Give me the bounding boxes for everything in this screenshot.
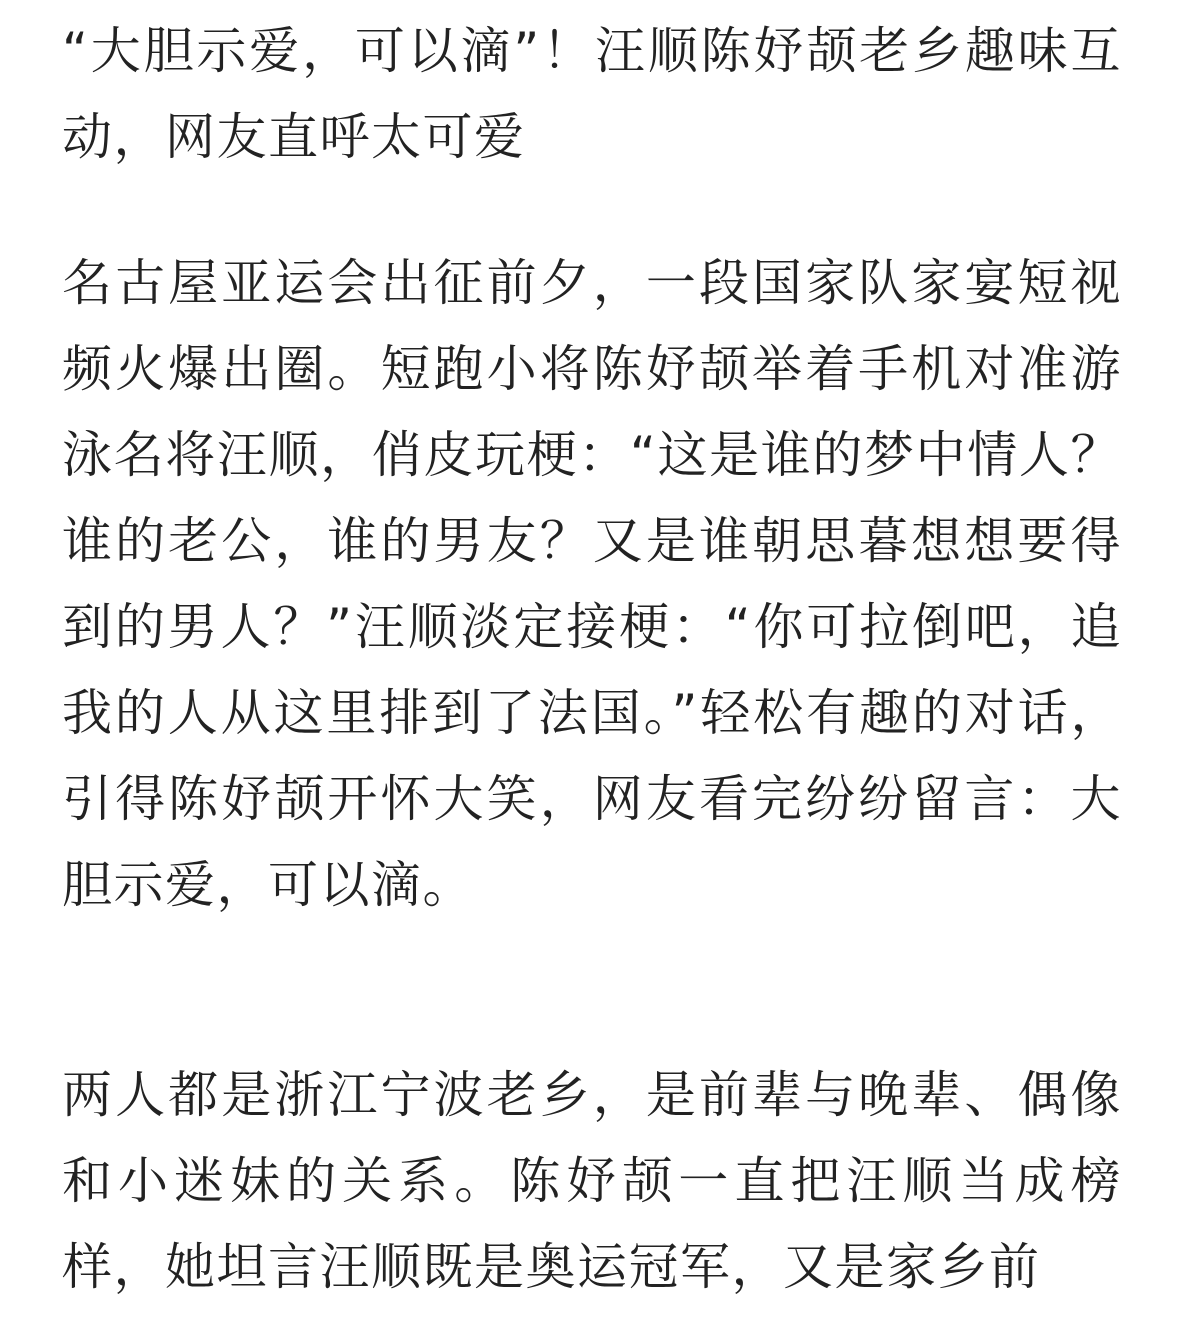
article-paragraph: 名古屋亚运会出征前夕，一段国家队家宴短视频火爆出圈。短跑小将陈妤颉举着手机对准游泳名将汪顺，俏皮玩梗：“这是谁的梦中情人？谁的老公，谁的男友？又是谁朝思暮想想要得到的男人？”汪顺淡定接梗：“你可拉倒吧，追我的人从这里排到了法国。”轻松有趣的对话，引得陈妤颉开怀大笑，网友看完纷纷留言：大胆示爱，可以滴。: [62, 254, 1122, 914]
article-paragraph: 两人都是浙江宁波老乡，是前辈与晚辈、偶像和小迷妹的关系。陈妤颉一直把汪顺当成榜样，她坦言汪顺既是奥运冠军，又是家乡前: [62, 1066, 1122, 1296]
article-headline: “大胆示爱，可以滴”！汪顺陈妤颉老乡趣味互动，网友直呼太可爱: [62, 22, 1122, 166]
article-body: [62, 8, 1122, 1310]
